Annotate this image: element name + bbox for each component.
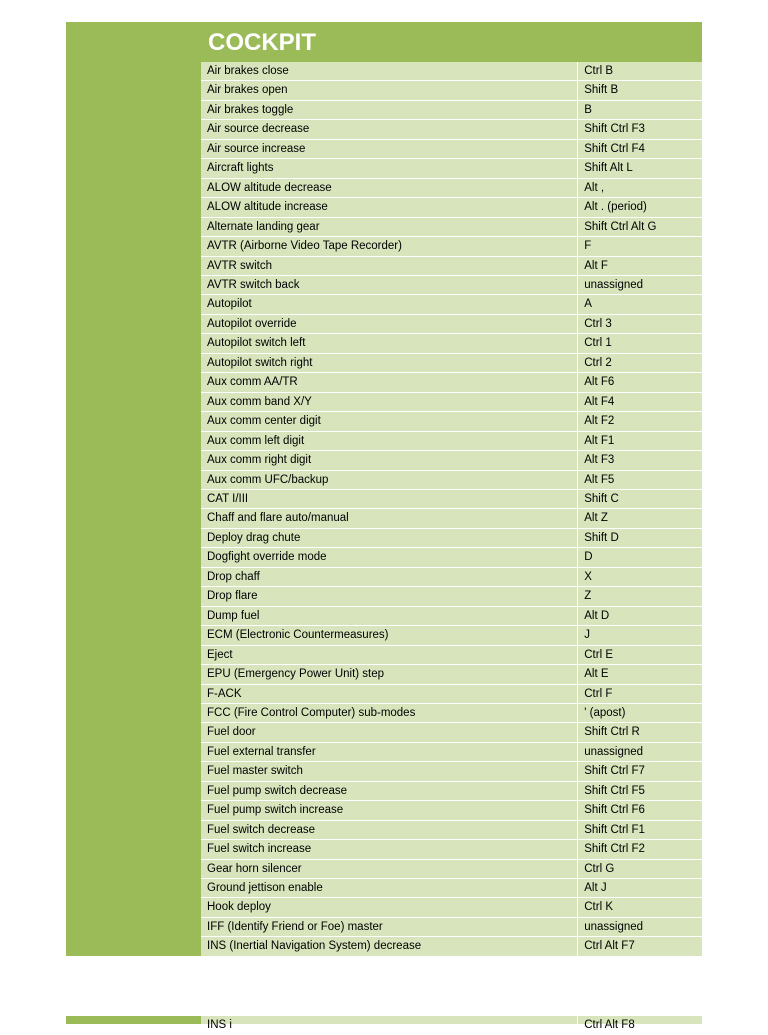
key-cell: Shift Ctrl F3	[578, 120, 702, 138]
key-cell: unassigned	[578, 918, 702, 936]
table-row	[201, 120, 702, 139]
key-cell: Alt F6	[578, 373, 702, 391]
table-row	[201, 548, 702, 567]
table-row	[201, 529, 702, 548]
table-row	[201, 860, 702, 879]
action-cell: Chaff and flare auto/manual	[201, 509, 577, 527]
table-row	[201, 665, 702, 684]
key-cell: Ctrl E	[578, 646, 702, 664]
table-row	[201, 101, 702, 120]
action-cell: Fuel door	[201, 723, 577, 741]
action-cell: Air brakes open	[201, 81, 577, 99]
action-cell: Autopilot	[201, 295, 577, 313]
key-cell: Ctrl K	[578, 898, 702, 916]
action-cell: AVTR (Airborne Video Tape Recorder)	[201, 237, 577, 255]
key-cell: Shift C	[578, 490, 702, 508]
action-cell: Dogfight override mode	[201, 548, 577, 566]
action-cell: INS (Inertial Navigation System) decrease	[201, 937, 577, 955]
key-cell: unassigned	[578, 743, 702, 761]
table-row	[201, 762, 702, 781]
action-cell: Drop flare	[201, 587, 577, 605]
key-cell: Alt F3	[578, 451, 702, 469]
table-row	[201, 81, 702, 100]
action-cell: Air source decrease	[201, 120, 577, 138]
table-row	[201, 801, 702, 820]
key-cell: Shift Ctrl R	[578, 723, 702, 741]
key-cell: Alt F	[578, 257, 702, 275]
table-row	[201, 782, 702, 801]
table-row	[201, 490, 702, 509]
key-cell: Alt . (period)	[578, 198, 702, 216]
key-cell: Alt J	[578, 879, 702, 897]
key-cell: Ctrl 3	[578, 315, 702, 333]
action-cell: Aux comm UFC/backup	[201, 471, 577, 489]
table-row	[201, 587, 702, 606]
section-title: COCKPIT	[201, 22, 702, 62]
action-cell: Fuel master switch	[201, 762, 577, 780]
table-row	[201, 626, 702, 645]
key-cell: Ctrl G	[578, 860, 702, 878]
table-row	[201, 393, 702, 412]
key-cell: A	[578, 295, 702, 313]
table-row	[201, 373, 702, 392]
table-row	[201, 723, 702, 742]
keybinding-table	[201, 62, 702, 957]
table-row	[201, 743, 702, 762]
table-row	[201, 918, 702, 937]
key-cell: Ctrl Alt F8	[578, 1016, 702, 1024]
key-cell: Alt D	[578, 607, 702, 625]
table-row	[201, 179, 702, 198]
table-row	[201, 432, 702, 451]
table-row	[201, 821, 702, 840]
key-cell: Shift Ctrl F7	[578, 762, 702, 780]
action-cell: AVTR switch	[201, 257, 577, 275]
key-cell: B	[578, 101, 702, 119]
key-cell: Shift D	[578, 529, 702, 547]
table-row	[201, 471, 702, 490]
key-cell: Alt F4	[578, 393, 702, 411]
action-cell: Gear horn silencer	[201, 860, 577, 878]
next-page-table-row	[201, 1016, 702, 1031]
action-cell: Fuel switch increase	[201, 840, 577, 858]
action-cell: Air brakes close	[201, 62, 577, 80]
action-cell: ALOW altitude increase	[201, 198, 577, 216]
key-cell: Ctrl B	[578, 62, 702, 80]
table-row	[201, 840, 702, 859]
table-row	[201, 257, 702, 276]
key-cell: Shift Ctrl F1	[578, 821, 702, 839]
action-cell: Ground jettison enable	[201, 879, 577, 897]
action-cell: Aux comm right digit	[201, 451, 577, 469]
table-row	[201, 646, 702, 665]
action-cell: Alternate landing gear	[201, 218, 577, 236]
key-cell: Shift Ctrl F2	[578, 840, 702, 858]
action-cell: Aircraft lights	[201, 159, 577, 177]
key-cell: Alt F5	[578, 471, 702, 489]
table-row	[201, 412, 702, 431]
table-row	[201, 607, 702, 626]
action-cell: F-ACK	[201, 685, 577, 703]
table-row	[201, 276, 702, 295]
key-cell: Shift B	[578, 81, 702, 99]
key-cell: unassigned	[578, 276, 702, 294]
key-cell: Alt F1	[578, 432, 702, 450]
table-row	[201, 898, 702, 917]
key-cell: D	[578, 548, 702, 566]
action-cell: AVTR switch back	[201, 276, 577, 294]
action-cell: Drop chaff	[201, 568, 577, 586]
action-cell: Autopilot switch right	[201, 354, 577, 372]
action-cell: EPU (Emergency Power Unit) step	[201, 665, 577, 683]
action-cell: Eject	[201, 646, 577, 664]
action-cell: ALOW altitude decrease	[201, 179, 577, 197]
key-cell: J	[578, 626, 702, 644]
key-cell: Alt Z	[578, 509, 702, 527]
table-row	[201, 62, 702, 81]
action-cell: Fuel switch decrease	[201, 821, 577, 839]
key-cell: Alt F2	[578, 412, 702, 430]
action-cell: Aux comm AA/TR	[201, 373, 577, 391]
action-cell: CAT I/III	[201, 490, 577, 508]
action-cell: Deploy drag chute	[201, 529, 577, 547]
key-cell: Ctrl Alt F7	[578, 937, 702, 955]
action-cell: Aux comm left digit	[201, 432, 577, 450]
action-cell: Autopilot override	[201, 315, 577, 333]
action-cell: Air source increase	[201, 140, 577, 158]
table-row	[201, 295, 702, 314]
key-cell: Alt E	[578, 665, 702, 683]
table-row	[201, 218, 702, 237]
table-row	[201, 937, 702, 956]
key-cell: ' (apost)	[578, 704, 702, 722]
table-row	[201, 451, 702, 470]
key-cell: Alt ,	[578, 179, 702, 197]
key-cell: Shift Ctrl F5	[578, 782, 702, 800]
table-row	[201, 568, 702, 587]
table-row	[201, 334, 702, 353]
action-cell: Autopilot switch left	[201, 334, 577, 352]
key-cell: Ctrl 1	[578, 334, 702, 352]
next-section-sidebar-band	[66, 1016, 201, 1024]
action-cell: IFF (Identify Friend or Foe) master	[201, 918, 577, 936]
table-row	[201, 237, 702, 256]
action-cell: ECM (Electronic Countermeasures)	[201, 626, 577, 644]
key-cell: Shift Alt L	[578, 159, 702, 177]
table-row	[201, 315, 702, 334]
table-row	[201, 704, 702, 723]
table-row	[201, 354, 702, 373]
action-cell: FCC (Fire Control Computer) sub-modes	[201, 704, 577, 722]
table-row	[201, 509, 702, 528]
action-cell: Hook deploy	[201, 898, 577, 916]
key-cell: F	[578, 237, 702, 255]
key-cell: Shift Ctrl F4	[578, 140, 702, 158]
key-cell: Ctrl F	[578, 685, 702, 703]
action-cell: Fuel pump switch increase	[201, 801, 577, 819]
action-cell: Dump fuel	[201, 607, 577, 625]
key-cell: Shift Ctrl F6	[578, 801, 702, 819]
action-cell: Air brakes toggle	[201, 101, 577, 119]
key-cell: Z	[578, 587, 702, 605]
key-cell: X	[578, 568, 702, 586]
action-cell: Fuel pump switch decrease	[201, 782, 577, 800]
action-cell: INS i	[201, 1016, 577, 1024]
table-row	[201, 879, 702, 898]
key-cell: Ctrl 2	[578, 354, 702, 372]
action-cell: Aux comm band X/Y	[201, 393, 577, 411]
action-cell: Fuel external transfer	[201, 743, 577, 761]
table-row	[201, 159, 702, 178]
key-cell: Shift Ctrl Alt G	[578, 218, 702, 236]
table-row	[201, 198, 702, 217]
table-row	[201, 685, 702, 704]
action-cell: Aux comm center digit	[201, 412, 577, 430]
table-row	[201, 140, 702, 159]
section-sidebar-band	[66, 22, 201, 956]
